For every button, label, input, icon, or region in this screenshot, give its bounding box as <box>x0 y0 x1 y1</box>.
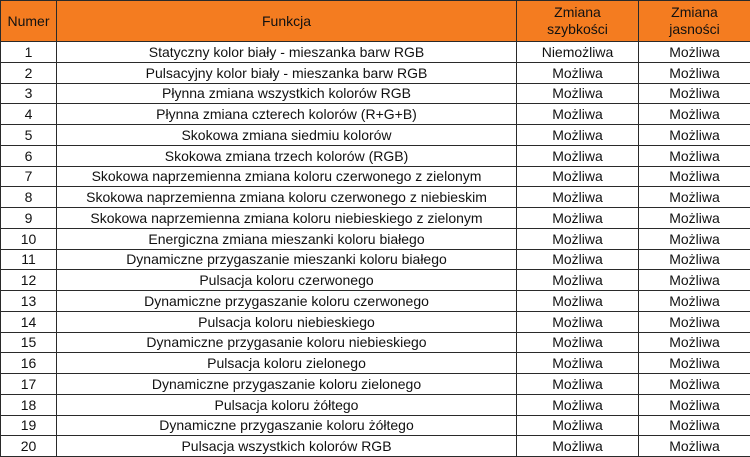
header-brightness-change <box>639 1 750 42</box>
row-number: 3 <box>1 83 57 104</box>
row-brightness-change: Możliwa <box>639 125 750 146</box>
row-brightness-change: Możliwa <box>639 270 750 291</box>
row-number: 1 <box>1 42 57 63</box>
header-function: Funkcja <box>57 1 517 42</box>
row-number: 7 <box>1 166 57 187</box>
table-row <box>1 249 750 270</box>
row-function: Dynamiczne przygasanie koloru niebieskiego <box>57 332 517 353</box>
row-function: Pulsacja koloru niebieskiego <box>57 311 517 332</box>
row-brightness-change: Możliwa <box>639 145 750 166</box>
row-number: 11 <box>1 249 57 270</box>
row-speed-change: Możliwa <box>517 104 639 125</box>
table-row <box>1 228 750 249</box>
row-speed-change: Możliwa <box>517 208 639 229</box>
row-function: Pulsacja koloru żółtego <box>57 394 517 415</box>
table-row <box>1 332 750 353</box>
row-brightness-change: Możliwa <box>639 83 750 104</box>
row-brightness-change: Możliwa <box>639 311 750 332</box>
row-number: 5 <box>1 125 57 146</box>
row-speed-change: Możliwa <box>517 145 639 166</box>
row-speed-change: Możliwa <box>517 332 639 353</box>
table-row <box>1 208 750 229</box>
row-function: Skokowa zmiana trzech kolorów (RGB) <box>57 145 517 166</box>
row-number: 16 <box>1 353 57 374</box>
row-function: Dynamiczne przygaszanie koloru zielonego <box>57 374 517 395</box>
table-row <box>1 374 750 395</box>
row-brightness-change: Możliwa <box>639 415 750 436</box>
row-number: 12 <box>1 270 57 291</box>
table-row <box>1 42 750 63</box>
row-function: Pulsacja koloru zielonego <box>57 353 517 374</box>
row-brightness-change: Możliwa <box>639 436 750 457</box>
row-number: 19 <box>1 415 57 436</box>
row-speed-change: Możliwa <box>517 125 639 146</box>
row-number: 10 <box>1 228 57 249</box>
row-number: 18 <box>1 394 57 415</box>
row-brightness-change: Możliwa <box>639 166 750 187</box>
row-brightness-change: Możliwa <box>639 104 750 125</box>
row-brightness-change: Możliwa <box>639 187 750 208</box>
row-speed-change: Możliwa <box>517 166 639 187</box>
row-number: 13 <box>1 291 57 312</box>
row-function: Płynna zmiana wszystkich kolorów RGB <box>57 83 517 104</box>
table-row <box>1 436 750 457</box>
row-brightness-change: Możliwa <box>639 394 750 415</box>
row-function: Skokowa naprzemienna zmiana koloru czerwonego z zielonym <box>57 166 517 187</box>
row-speed-change: Możliwa <box>517 436 639 457</box>
row-function: Statyczny kolor biały - mieszanka barw RGB <box>57 42 517 63</box>
row-brightness-change: Możliwa <box>639 228 750 249</box>
row-speed-change: Możliwa <box>517 394 639 415</box>
row-number: 4 <box>1 104 57 125</box>
header-speed-change <box>517 1 639 42</box>
row-brightness-change: Możliwa <box>639 62 750 83</box>
row-speed-change: Możliwa <box>517 187 639 208</box>
row-speed-change: Możliwa <box>517 374 639 395</box>
table-row <box>1 291 750 312</box>
row-function: Pulsacyjny kolor biały - mieszanka barw RGB <box>57 62 517 83</box>
row-speed-change: Możliwa <box>517 228 639 249</box>
row-number: 2 <box>1 62 57 83</box>
row-number: 15 <box>1 332 57 353</box>
row-function: Pulsacja wszystkich kolorów RGB <box>57 436 517 457</box>
row-number: 14 <box>1 311 57 332</box>
row-function: Dynamiczne przygaszanie koloru żółtego <box>57 415 517 436</box>
header-brightness-line2: jasności <box>669 21 720 37</box>
table-row <box>1 415 750 436</box>
row-number: 9 <box>1 208 57 229</box>
row-speed-change: Możliwa <box>517 83 639 104</box>
row-function: Dynamiczne przygaszanie mieszanki koloru białego <box>57 249 517 270</box>
row-speed-change: Możliwa <box>517 249 639 270</box>
row-brightness-change: Możliwa <box>639 332 750 353</box>
row-brightness-change: Możliwa <box>639 208 750 229</box>
row-speed-change: Możliwa <box>517 415 639 436</box>
row-number: 17 <box>1 374 57 395</box>
row-speed-change: Możliwa <box>517 291 639 312</box>
header-number: Numer <box>1 1 57 42</box>
row-function: Płynna zmiana czterech kolorów (R+G+B) <box>57 104 517 125</box>
row-number: 20 <box>1 436 57 457</box>
row-number: 6 <box>1 145 57 166</box>
row-speed-change: Możliwa <box>517 353 639 374</box>
header-brightness-line1: Zmiana <box>671 4 718 20</box>
header-speed-line1: Zmiana <box>554 4 601 20</box>
table-row <box>1 145 750 166</box>
row-speed-change: Niemożliwa <box>517 42 639 63</box>
table-row <box>1 83 750 104</box>
table-row <box>1 187 750 208</box>
row-brightness-change: Możliwa <box>639 291 750 312</box>
row-brightness-change: Możliwa <box>639 249 750 270</box>
table-row <box>1 166 750 187</box>
row-brightness-change: Możliwa <box>639 374 750 395</box>
row-function: Pulsacja koloru czerwonego <box>57 270 517 291</box>
row-speed-change: Możliwa <box>517 311 639 332</box>
row-function: Skokowa naprzemienna zmiana koloru niebieskiego z zielonym <box>57 208 517 229</box>
table-row <box>1 270 750 291</box>
table-row <box>1 125 750 146</box>
row-function: Skokowa naprzemienna zmiana koloru czerwonego z niebieskim <box>57 187 517 208</box>
row-brightness-change: Możliwa <box>639 353 750 374</box>
row-function: Energiczna zmiana mieszanki koloru białego <box>57 228 517 249</box>
header-row <box>1 1 750 42</box>
row-function: Skokowa zmiana siedmiu kolorów <box>57 125 517 146</box>
row-function: Dynamiczne przygaszanie koloru czerwonego <box>57 291 517 312</box>
table-row <box>1 62 750 83</box>
header-speed-line2: szybkości <box>547 21 608 37</box>
row-number: 8 <box>1 187 57 208</box>
table-row <box>1 353 750 374</box>
row-speed-change: Możliwa <box>517 62 639 83</box>
row-brightness-change: Możliwa <box>639 42 750 63</box>
table-row <box>1 104 750 125</box>
table-row <box>1 311 750 332</box>
row-speed-change: Możliwa <box>517 270 639 291</box>
table-row <box>1 394 750 415</box>
